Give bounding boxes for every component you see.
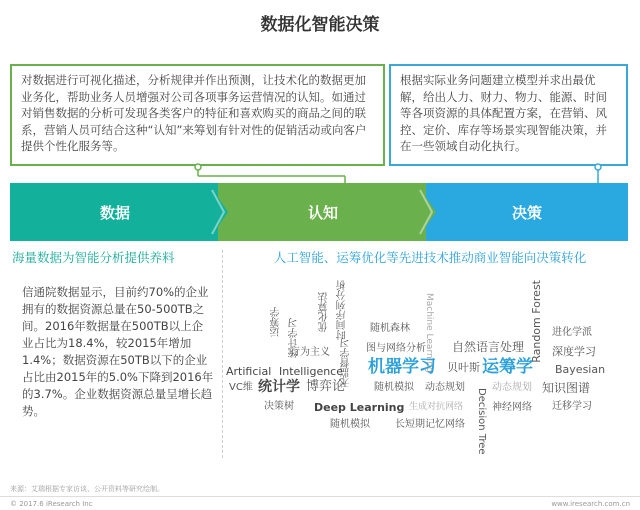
footer-copyright: © 2017.6 iResearch Inc	[10, 500, 93, 508]
right-panel-headline: 人工智能、运筹优化等先进技术推动商业智能向决策转化	[273, 250, 587, 265]
wc-word: 生成对抗网络	[409, 402, 464, 412]
panel-divider	[222, 250, 224, 458]
wc-word: 优化算法	[319, 292, 330, 332]
wc-word: 深度学习	[552, 345, 596, 358]
wc-word: Bayesian	[555, 363, 606, 376]
wc-word: 统计学	[258, 379, 300, 395]
wc-word: Decision Tree	[476, 388, 487, 455]
wc-word: 进化学派	[552, 327, 592, 338]
wc-word: 长短期记忆网络	[395, 419, 465, 430]
wc-word: 机器学习	[368, 357, 436, 377]
footer-website: www.iresearch.com.cn	[551, 500, 630, 508]
wc-word: 动态规划	[425, 382, 465, 393]
wc-word: 动态规划	[492, 382, 532, 393]
wc-word: Machine Learning	[424, 293, 434, 373]
wc-word: 运筹学	[482, 357, 533, 377]
wc-word: 随机模拟	[330, 419, 370, 430]
wc-word: 统计学习	[289, 318, 300, 358]
wc-word: Deep Learning	[314, 401, 405, 414]
wc-word: Random Forest	[530, 280, 543, 363]
wc-word: 随机模拟	[374, 382, 414, 393]
footer-divider	[0, 496, 640, 497]
wc-word: 知识图谱	[542, 381, 591, 395]
wc-word: Artificial	[226, 365, 272, 378]
wc-word: 自然语言处理	[452, 340, 525, 354]
wc-word: 神经网络	[492, 402, 532, 413]
wc-word: Intelligence	[279, 365, 344, 378]
footer-source: 来源：艾瑞根据专家访谈、公开资料等研究绘制。	[10, 485, 164, 493]
wc-word: 决策树	[264, 401, 294, 412]
wc-word: 迁移学习	[552, 401, 592, 412]
cognition-description-box: 对数据进行可视化描述，分析规律并作出预测，让技术化的数据更加业务化，帮助业务人员增强对公司各项事务运营情况的认知。如通过对销售数据的分析可发现各类客户的特征和喜欢购买的商品之间的联系，营销人员可结合这种“认知”来筹划有针对性的促销活动或向客户提供个性化服务等。	[10, 64, 385, 166]
stage-cognition: 认知	[218, 183, 428, 241]
wc-word: VC维	[229, 382, 253, 393]
decision-description-box: 根据实际业务问题建立模型并求出最优解，给出人力、财力、物力、能源、时间等各项资源的具体配置方案，在营销、风控、定价、库存等场景实现智能决策，并在一些领域自动化执行。	[389, 64, 628, 166]
left-panel-description: 信通院数据显示，目前约70%的企业拥有的数据资源总量在50-500TB之间。2016年数据量在500TB以上企业占比为18.4%，较2015年增加1.4%；数据资源在50TB以下的企业占比由2015年的5.0%下降到2016年的3.7%。企业数据资源总量呈增长趋势。	[22, 285, 214, 418]
stage-decision: 决策	[426, 183, 628, 241]
wc-word: 运筹学	[271, 307, 282, 337]
wc-word: 行为主义	[290, 347, 330, 358]
wc-word: 图与网络分析	[366, 343, 426, 354]
wc-word: 无监督学习	[341, 338, 352, 388]
wc-word: 博弈论	[306, 379, 346, 394]
left-panel-headline: 海量数据为智能分析提供养料	[12, 250, 175, 265]
wc-word: 随机森林	[370, 323, 410, 334]
wc-word: 时间序列分析	[337, 280, 348, 340]
stage-data: 数据	[10, 183, 220, 241]
wc-word: 贝叶斯	[447, 361, 480, 374]
page-title: 数据化智能决策	[260, 15, 380, 35]
